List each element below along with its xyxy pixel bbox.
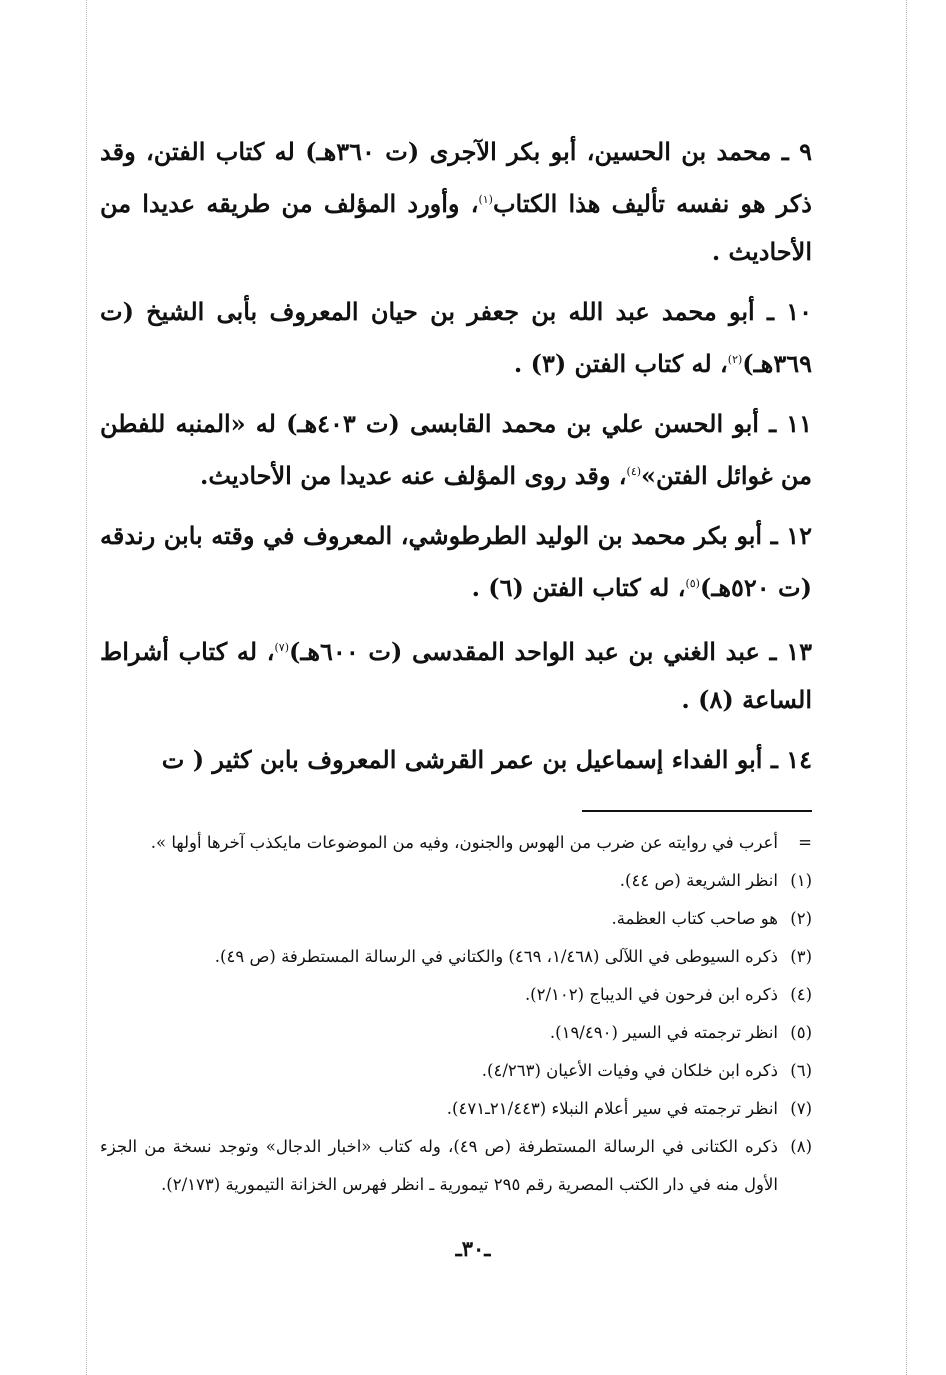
footnote-ref: (٥) bbox=[685, 577, 700, 590]
footnotes bbox=[100, 824, 812, 1204]
footnote-ref: (٢) bbox=[727, 353, 743, 366]
footnote-1: (١) انظر الشريعة (ص ٤٤). bbox=[619, 871, 812, 890]
page-body bbox=[100, 128, 812, 1204]
entry-10: ١٠ ـ أبو محمد عبد الله بن جعفر بن حيان المعروف بأبى الشيخ (ت ٣٦٩هـ)$^{(٢)}$، له كتاب الفتن (٣) . bbox=[100, 297, 812, 378]
footnote-2: (٢) هو صاحب كتاب العظمة. bbox=[611, 909, 812, 928]
entry-12: ١٢ ـ أبو بكر محمد بن الوليد الطرطوشي، المعروف في وقته بابن رندقه (ت ٥٢٠هـ)$^{(٥)}$، له كتاب الفتن (٦) . bbox=[100, 521, 812, 602]
entry-9: ٩ ـ محمد بن الحسين، أبو بكر الآجرى (ت ٣٦٠هـ) له كتاب الفتن، وقد ذكر هو نفسه تأليف هذا الكتاب$^{(١)}$، وأورد المؤلف من طريقه عديدا من الأحاديث . bbox=[100, 137, 812, 266]
page-number: ـ٣٠ـ bbox=[455, 1236, 491, 1261]
left-margin-dots bbox=[86, 0, 87, 1375]
footnote-ref: (١) bbox=[478, 193, 493, 206]
footnote-8: (٨) ذكره الكتانى في الرسالة المستطرفة (ص ٤٩)، وله كتاب «اخبار الدجال» وتوجد نسخة من الجزء الأول منه في دار الكتب المصرية رقم ٢٩٥ تيمورية ـ انظر فهرس الخزانة التيمورية (٢/١٧٣). bbox=[100, 1137, 812, 1194]
right-margin-dots bbox=[906, 0, 907, 1375]
footnote-ref: (٤) bbox=[626, 465, 642, 478]
footnote-ref: (٧) bbox=[274, 641, 289, 654]
entry-13: ١٣ ـ عبد الغني بن عبد الواحد المقدسى (ت ٦٠٠هـ)$^{(٧)}$، له كتاب أشراط الساعة (٨) . bbox=[100, 637, 812, 714]
entry-11: ١١ ـ أبو الحسن علي بن محمد القابسى (ت ٤٠٣هـ) له «المنبه للفطن من غوائل الفتن»$^{(٤)}$، وقد روى المؤلف عنه عديدا من الأحاديث. bbox=[100, 409, 812, 490]
footnote-7: (٧) انظر ترجمته في سير أعلام النبلاء (٢١/٤٤٣ـ٤٧١). bbox=[446, 1099, 812, 1118]
footnote-separator bbox=[582, 810, 812, 812]
main-text bbox=[100, 128, 812, 784]
footnote-continuation: = أعرب في روايته عن ضرب من الهوس والجنون، وفيه من الموضوعات مايكذب آخرها أولها ». bbox=[150, 833, 812, 852]
footnote-3: (٣) ذكره السيوطى في اللآلى (١/٤٦٨، ٤٦٩) والكتاني في الرسالة المستطرفة (ص ٤٩). bbox=[214, 947, 812, 966]
footnote-5: (٥) انظر ترجمته في السير (١٩/٤٩٠). bbox=[549, 1023, 812, 1042]
entry-14: ١٤ ـ أبو الفداء إسماعيل بن عمر القرشى المعروف بابن كثير ( ت bbox=[161, 745, 812, 774]
footnote-4: (٤) ذكره ابن فرحون في الديباج (٢/١٠٢). bbox=[524, 985, 812, 1004]
footnote-6: (٦) ذكره ابن خلكان في وفيات الأعيان (٤/٢٦٣). bbox=[481, 1061, 812, 1080]
